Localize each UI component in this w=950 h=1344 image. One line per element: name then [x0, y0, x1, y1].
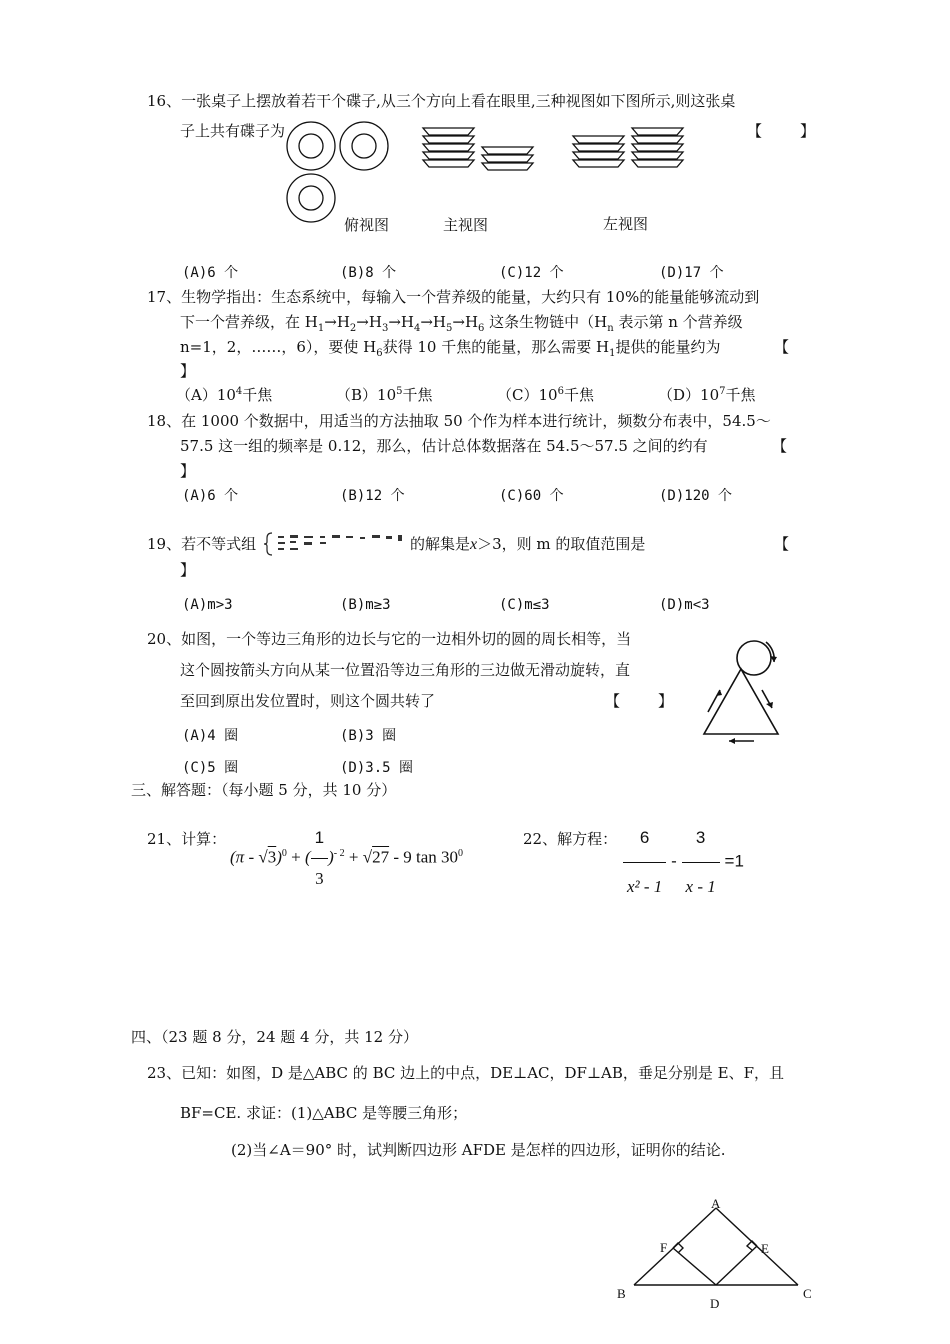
q19-option-a: (A)m>3 [182, 597, 233, 613]
q18-line1: 18、在 1000 个数据中，用适当的方法抽取 50 个作为样本进行统计，频数分布表中，54.5～ [147, 412, 771, 430]
point-a-label: A [711, 1196, 721, 1211]
q17-option-b: $(B)10^5$千焦 [336, 386, 433, 404]
point-d-label: D [710, 1296, 720, 1311]
q21-expression: (π - √3)$^0$ + ( $\frac{1}{3}$ )$^{- 2}$ + √27 - 9 $\tan 30^0$ [230, 818, 463, 899]
q16-option-c: (C)12 个 [499, 265, 564, 281]
q20-line1: 20、如图，一个等边三角形的边长与它的一边相外切的圆的周长相等，当 [147, 630, 632, 648]
q18-line2: 57.5 这一组的频率是 0.12，那么，估计总体数据落在 54.5～57.5 之间的约有 [180, 437, 708, 455]
q18-bracket-open: 【 [772, 437, 788, 455]
front-view-stack-right [482, 147, 533, 170]
q19-option-c: (C)m≤3 [499, 597, 550, 613]
q16-option-b: (B)8 个 [340, 265, 397, 281]
q17-option-c: $(C)10^6$千焦 [497, 386, 594, 404]
top-view-plate [340, 122, 388, 170]
q17-line1: 17、生物学指出：生态系统中，每输入一个营养级的能量，大约只有 10%的能量能够流动到 [147, 288, 760, 306]
q19-option-b: (B)m≥3 [340, 597, 391, 613]
q21-label: 21、计算： [147, 830, 227, 848]
q17-line2: 下一个营养级，在 $H_1\to H_2\to H_3\to H_4\to H_5\to H_6$ 这条生物链中（$H_n$ 表示第 n 个营养级 [180, 313, 743, 334]
q20-option-d: (D)3.5 圈 [340, 760, 414, 776]
q16-line1: 16、一张桌子上摆放着若干个碟子,从三个方向上看在眼里,三种视图如下图所示,则这张桌 [147, 92, 736, 110]
q20-option-a: (A)4 圈 [182, 728, 239, 744]
left-view-stack-right [632, 128, 683, 167]
left-view-stack-left [573, 136, 624, 167]
q17-line3: n=1，2，……，6），要使 $H_6$获得 10 千焦的能量，那么需要 $H_1$提供的能量约为 [180, 338, 721, 359]
q16-bracket-open: 【 [747, 122, 763, 140]
q16-line2: 子上共有碟子为 [180, 122, 286, 140]
section-3-title: 三、解答题：（每小题 5 分，共 10 分） [131, 781, 397, 799]
q20-bracket-close: 】 [658, 692, 674, 710]
point-e-label: E [761, 1241, 769, 1256]
q20-bracket-open: 【 [605, 692, 621, 710]
q20-line3: 至回到原出发位置时，则这个圆共转了 [180, 692, 436, 710]
q20-line2: 这个圆按箭头方向从某一位置沿等边三角形的三边做无滑动旋转，直 [180, 661, 631, 679]
plates-three-views-figure [280, 118, 700, 228]
segment-df [673, 1248, 716, 1285]
top-view-plate [287, 122, 335, 170]
equilateral-triangle [704, 669, 778, 734]
q23-line3: (2)当∠A＝90° 时，试判断四边形 AFDE 是怎样的四边形，证明你的结论. [231, 1141, 726, 1159]
top-view-label: 俯视图 [344, 216, 390, 234]
q20-option-b: (B)3 圈 [340, 728, 397, 744]
q22-label: 22、解方程： [523, 830, 618, 848]
section-4-title: 四、（23 题 8 分，24 题 4 分，共 12 分） [131, 1028, 418, 1046]
q19-option-d: (D)m<3 [659, 597, 710, 613]
q17-bracket-close: 】 [180, 362, 196, 380]
q16-option-a: (A)6 个 [182, 265, 239, 281]
q19-bracket-close: 】 [180, 561, 196, 579]
q18-option-d: (D)120 个 [659, 488, 733, 504]
left-view-label: 左视图 [603, 215, 649, 233]
q22-equation: $\frac{6}{\text{x² - 1}}$ - $\frac{3}{x - 1}$ =1 [623, 814, 744, 911]
q17-bracket-open: 【 [774, 338, 790, 356]
food-chain: $H_1\to H_2\to H_3\to H_4\to H_5\to H_6$ [304, 313, 485, 334]
q18-option-a: (A)6 个 [182, 488, 239, 504]
q17-option-d: $(D)10^7$千焦 [658, 386, 756, 404]
top-view-plate [287, 174, 335, 222]
q16-option-d: (D)17 个 [659, 265, 724, 281]
front-view-stack-left [423, 128, 474, 167]
q23-line1: 23、已知：如图，D 是△ABC 的 BC 边上的中点，DE⊥AC，DF⊥AB，垂足分别是 E、F，且 [147, 1064, 785, 1082]
rolling-circle-triangle-figure [696, 632, 786, 750]
q20-option-c: (C)5 圈 [182, 760, 239, 776]
q19-prefix: 19、若不等式组 [147, 535, 257, 553]
inequality-system-garbled [262, 530, 410, 558]
q23-line2: BF=CE. 求证：(1)△ABC 是等腰三角形； [180, 1104, 468, 1122]
segment-de [716, 1246, 757, 1285]
q18-option-b: (B)12 个 [340, 488, 405, 504]
q17-option-a: $(A)10^4$千焦 [176, 386, 273, 404]
triangle-abc-figure [612, 1196, 820, 1314]
q18-bracket-close: 】 [180, 462, 196, 480]
point-b-label: B [617, 1286, 626, 1301]
rolling-circle [737, 641, 771, 675]
q18-option-c: (C)60 个 [499, 488, 564, 504]
q19-bracket-open: 【 [774, 535, 790, 553]
q19-middle: 的解集是x＞3，则 m 的取值范围是 [410, 535, 646, 553]
front-view-label: 主视图 [443, 216, 489, 234]
point-c-label: C [803, 1286, 812, 1301]
q16-bracket-close: 】 [800, 122, 816, 140]
point-f-label: F [660, 1240, 668, 1255]
